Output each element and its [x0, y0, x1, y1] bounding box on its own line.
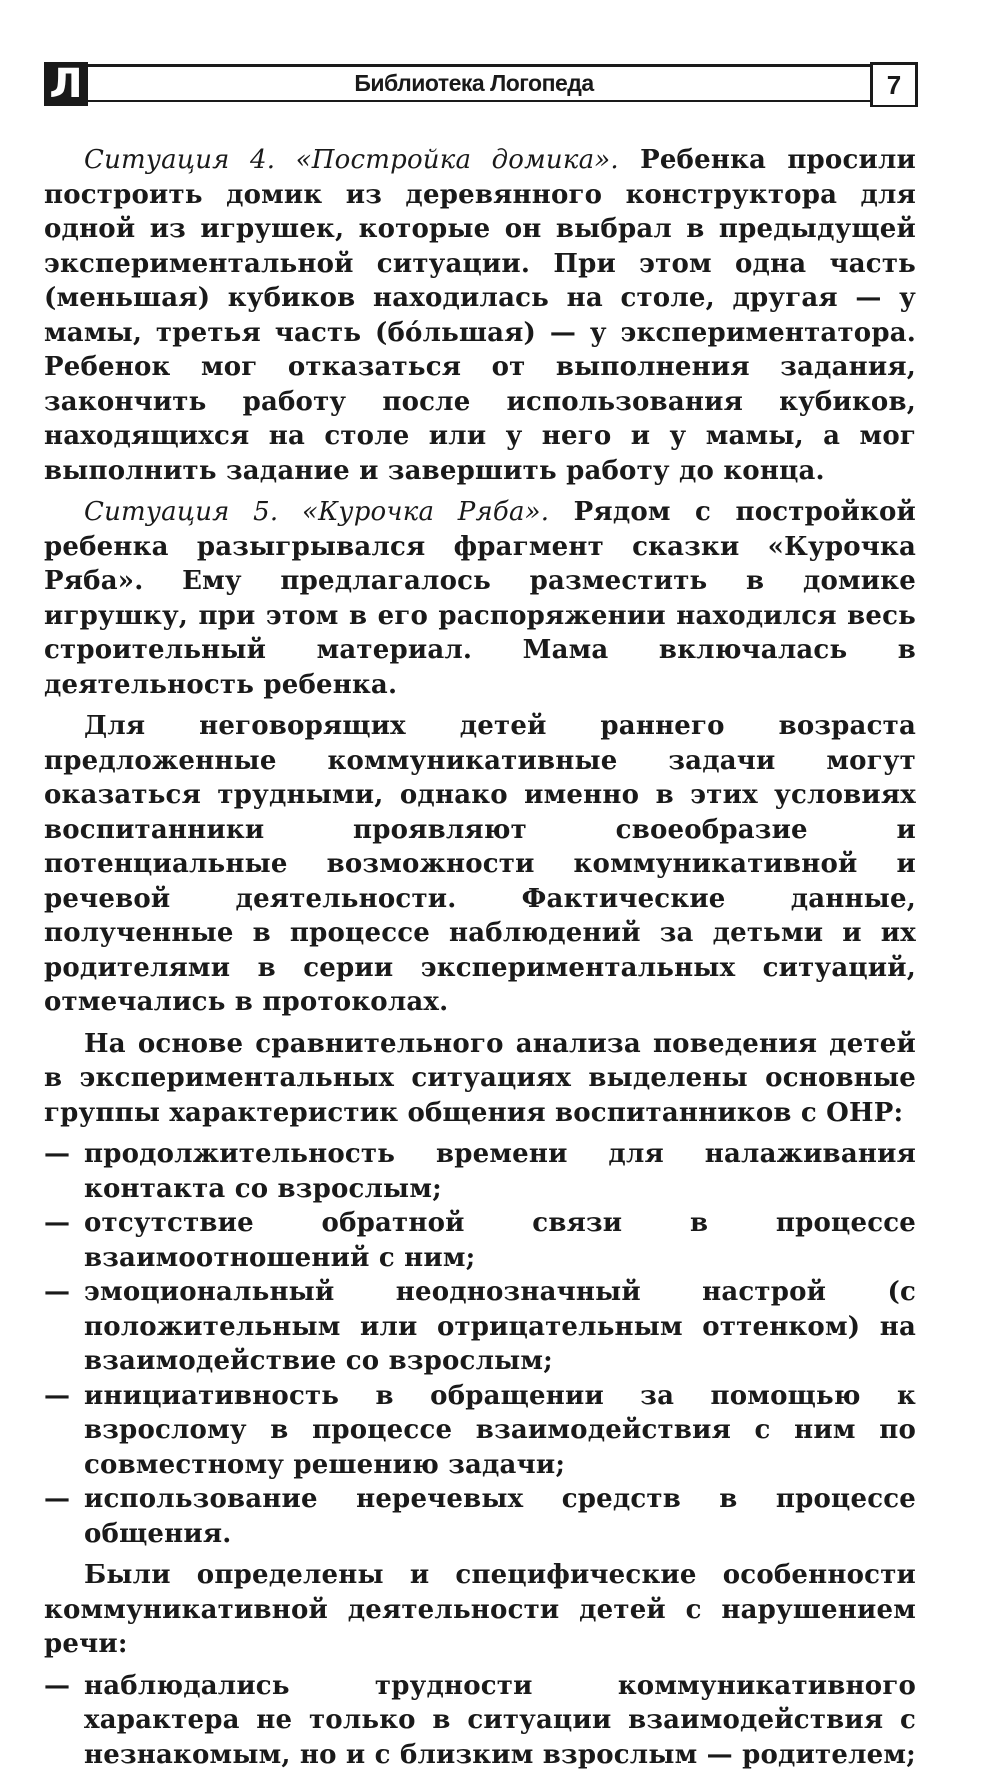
situation-4-title: Ситуация 4. «Постройка домика». — [84, 145, 619, 175]
running-header — [44, 62, 916, 106]
header-top-rule — [88, 64, 916, 67]
list-item-text: использование неречевых средств в процессе общения. — [84, 1484, 916, 1549]
situation-5-text: Рядом с постройкой ребенка разыгрывался фрагмент сказки «Курочка Ряба». Ему предлагалось разместить в домике игрушку, при этом в его распоряжении находился весь строительный материал. Мама включалась в деятельность ребенка. — [44, 497, 917, 700]
list-item — [44, 1206, 916, 1275]
situation-5-title: Ситуация 5. «Курочка Ряба». — [84, 497, 550, 527]
list-item — [44, 1137, 916, 1206]
header-bottom-rule — [88, 100, 916, 102]
paragraph-specific-features: Были определены и специфические особенности коммуникативной деятельности детей с нарушением речи: — [44, 1560, 916, 1659]
list-item-text: наблюдались трудности коммуникативного характера не только в ситуации взаимодействия с незнакомым, но и с близким взрослым — родителем; — [84, 1670, 916, 1770]
list-item-text: отсутствие обратной связи в процессе взаимоотношений с ним; — [84, 1208, 916, 1273]
list-item-text: эмоциональный неоднозначный настрой (с положительным или отрицательным оттенком) на взаимодействие со взрослым; — [84, 1277, 916, 1376]
dash-marker: — — [44, 1380, 71, 1411]
paragraph-comparative-analysis: На основе сравнительного анализа поведения детей в экспериментальных ситуациях выделены основные группы характеристик общения воспитанников с ОНР: — [44, 1028, 916, 1128]
list-item — [44, 1482, 916, 1551]
page-body — [44, 143, 916, 1779]
dash-marker: — — [44, 1277, 71, 1307]
paragraph-nonspeaking-children: Для неговорящих детей раннего возраста предложенные коммуникативные задачи могут оказаться трудными, однако именно в этих условиях воспитанники проявляют своеобразие и потенциальные возможности коммуникативной и речевой деятельности. Фактические данные, полученные в процессе наблюдений за детьми и их родителями в серии экспериментальных ситуаций, отмечались в протоколах. — [44, 711, 916, 1017]
situation-4-text: Ребенка просили построить домик из деревянного конструктора для одной из игрушек, которые он выбрал в предыдущей экспериментальной ситуации. При этом одна часть (меньшая) кубиков находилась на столе, другая — у мамы, третья часть (бóльшая) — у экспериментатора. Ребенок мог отказаться от выполнения задания, закончить работу после использования кубиков, находящихся на столе или у него и у мамы, а мог выполнить задание и завершить работу до конца. — [44, 145, 916, 486]
paragraph-situation-5 — [44, 495, 916, 702]
list-item — [44, 1379, 916, 1483]
list-item-text: продолжительность времени для налаживания контакта со взрослым; — [84, 1139, 916, 1204]
dash-marker: — — [44, 1139, 71, 1169]
library-logo: Л — [44, 62, 88, 106]
page-number: 7 — [870, 62, 918, 107]
communication-characteristics-list — [44, 1137, 916, 1551]
paragraph-situation-4 — [44, 143, 916, 488]
running-title: Библиотека Логопеда — [354, 70, 594, 96]
specific-features-list — [44, 1669, 916, 1773]
dash-marker: — — [44, 1208, 71, 1238]
dash-marker: — — [44, 1670, 71, 1701]
list-item-text: инициативность в обращении за помощью к взрослому в процессе взаимодействия с ним по совместному решению задачи; — [84, 1380, 916, 1480]
list-item — [44, 1669, 916, 1773]
list-item — [44, 1275, 916, 1379]
dash-marker: — — [44, 1484, 71, 1514]
